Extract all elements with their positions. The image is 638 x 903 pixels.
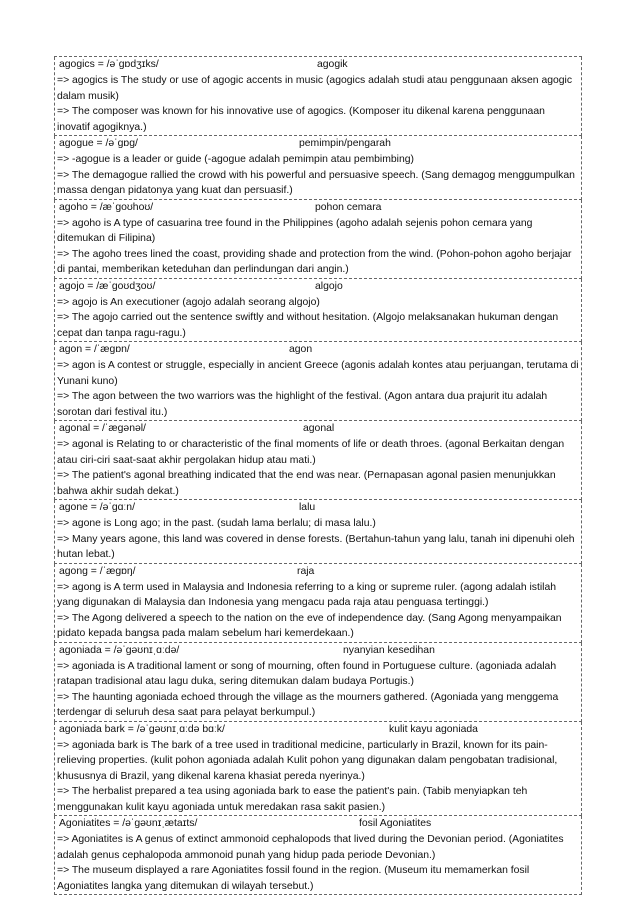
translation: raja — [297, 565, 315, 577]
example-sentence: => The agojo carried out the sentence swiftly and without hesitation. (Algojo melaksanakan hukuman dengan cepat dan tanpa ragu-ragu.) — [57, 312, 559, 339]
headword: Agoniatites = /əˈɡəʊnɪˌætaɪts/ — [59, 818, 198, 829]
definition: => agojo is An executioner (agojo adalah seorang algojo) — [57, 296, 320, 308]
definition: => -agogue is a leader or guide (-agogue adalah pemimpin atau pembimbing) — [57, 154, 414, 165]
definition: => agone is Long ago; in the past. (sudah lama berlalu; di masa lalu.) — [57, 518, 376, 529]
entry-agone — [54, 500, 582, 564]
example-sentence: => The demagogue rallied the crowd with his powerful and persuasive speech. (Sang demagog menggumpulkan massa dengan pidatonya yang kuat dan persuasif.) — [57, 169, 575, 196]
definition: => agonal is Relating to or characteristic of the final moments of life or death throes. (agonal Berkaitan dengan atau ciri-ciri saat-saat akhir pergolakan hidup atau mati.) — [57, 439, 565, 466]
headword: agogue = /əˈɡɒɡ/ — [59, 138, 138, 149]
translation: agogik — [317, 59, 348, 70]
example-sentence: => The herbalist prepared a tea using agoniada bark to ease the patient's pain. (Tabib menyiapkan teh menggunakan kulit kayu agoniada untuk meredakan rasa sakit pasien.) — [57, 786, 528, 813]
definition: => agong is A term used in Malaysia and Indonesia referring to a king or supreme ruler. (agong adalah istilah yang digunakan di Malaysia dan Indonesia yang mengacu pada raja atau penguasa tertinggi.) — [57, 581, 557, 608]
headword: agong = /ˈæɡɒŋ/ — [59, 565, 136, 577]
example-sentence: => The patient's agonal breathing indicated that the end was near. (Pernapasan agonal pasien menunjukkan bahwa akhir sudah dekat.) — [57, 470, 556, 497]
entry-agon — [54, 342, 582, 421]
entry-agoniatites — [54, 816, 582, 895]
definition: => agon is A contest or struggle, especially in ancient Greece (agonis adalah kontes atau perjuangan, terutama di Yunani kuno) — [57, 360, 579, 387]
example-sentence: => The composer was known for his innovative use of agogics. (Komposer itu dikenal karena penggunaan inovatif agogiknya.) — [57, 106, 545, 133]
definition: => agogics is The study or use of agogic accents in music (agogics adalah studi atau penggunaan aksen agogic dalam musik) — [57, 75, 573, 102]
entry-agojo — [54, 279, 582, 343]
translation: agonal — [303, 423, 335, 434]
headword: agoniada bark = /əˈɡəʊnɪˌɑːdə bɑːk/ — [59, 723, 225, 735]
example-sentence: => Many years agone, this land was covered in dense forests. (Bertahun-tahun yang lalu, tanah ini dipenuhi oleh hutan lebat.) — [57, 533, 575, 560]
definition: => Agoniatites is A genus of extinct ammonoid cephalopods that lived during the Devonian period. (Agoniatites adalah genus cephalopoda ammonoid punah yang hidup pada periode Devonian.) — [57, 834, 564, 861]
example-sentence: => The haunting agoniada echoed through the village as the mourners gathered. (Agoniada yang menggema terdengar di seluruh desa saat para pelayat berkumpul.) — [57, 691, 559, 718]
translation: pemimpin/pengarah — [299, 138, 391, 149]
translation: fosil Agoniatites — [359, 818, 432, 829]
translation: pohon cemara — [315, 201, 382, 213]
headword: agojo = /æˈɡoʊdʒoʊ/ — [59, 280, 156, 292]
headword: agogics = /əˈɡɒdʒɪks/ — [59, 59, 159, 70]
entry-agonal — [54, 421, 582, 500]
translation: agon — [289, 344, 313, 355]
entry-agoniada — [54, 643, 582, 722]
headword: agoniada = /əˈɡəʊnɪˌɑːdə/ — [59, 644, 180, 656]
translation: lalu — [299, 502, 316, 513]
entry-agoho — [54, 200, 582, 279]
entry-agogics — [54, 57, 582, 136]
headword: agoho = /æˈɡoʊhoʊ/ — [59, 201, 154, 213]
example-sentence: => The agon between the two warriors was the highlight of the festival. (Agon antara dua prajurit itu adalah sorotan dari festival itu.) — [57, 391, 548, 418]
entry-agong — [54, 564, 582, 643]
translation: algojo — [315, 280, 343, 292]
vocabulary-list — [54, 56, 582, 895]
definition: => agoniada bark is The bark of a tree used in traditional medicine, particularly in Brazil, known for its pain-relieving properties. (kulit pohon agoniada adalah Kulit pohon yang digunakan dalam pengobatan tradisional, khususnya di Brazil, yang dikenal karena khasiat pereda nyerinya.) — [57, 739, 558, 782]
entry-agogue — [54, 136, 582, 200]
headword: agon = /ˈæɡɒn/ — [59, 344, 130, 355]
translation: nyanyian kesedihan — [343, 644, 435, 656]
headword: agone = /əˈɡɑːn/ — [59, 502, 135, 513]
example-sentence: => The agoho trees lined the coast, providing shade and protection from the wind. (Pohon-pohon agoho berjajar di pantai, memberikan keteduhan dan perlindungan dari angin.) — [57, 248, 572, 275]
definition: => agoho is A type of casuarina tree found in the Philippines (agoho adalah sejenis pohon cemara yang ditemukan di Filipina) — [57, 217, 533, 244]
entry-agoniada-bark — [54, 722, 582, 817]
translation: kulit kayu agoniada — [389, 723, 478, 735]
definition: => agoniada is A traditional lament or song of mourning, often found in Portuguese culture. (agoniada adalah ratapan tradisional atau lagu duka, sering ditemukan dalam budaya Portugis.) — [57, 660, 557, 687]
example-sentence: => The Agong delivered a speech to the nation on the eve of independence day. (Sang Agong menyampaikan pidato kepada bangsa pada malam sebelum hari kemerdekaan.) — [57, 612, 562, 639]
example-sentence: => The museum displayed a rare Agoniatites fossil found in the region. (Museum itu memamerkan fosil Agoniatites langka yang ditemukan di wilayah tersebut.) — [57, 865, 530, 892]
headword: agonal = /ˈæɡənəl/ — [59, 423, 146, 434]
